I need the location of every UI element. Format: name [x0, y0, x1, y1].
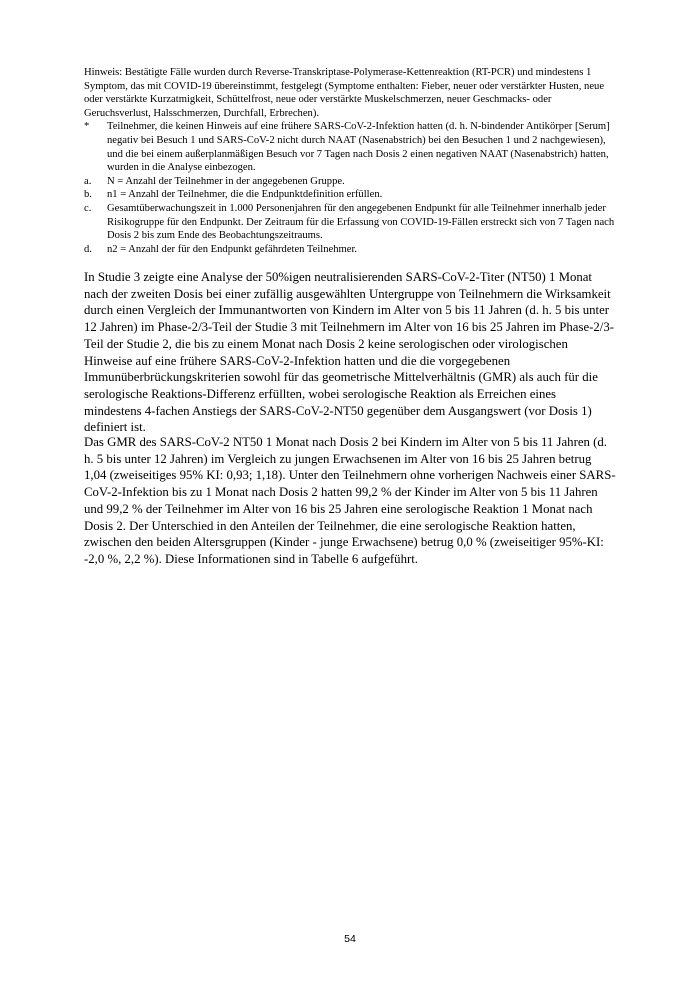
footnote-text: Teilnehmer, die keinen Hinweis auf eine frühere SARS-CoV-2-Infektion hatten (d. h. N-bindender Antikörper [Serum] negativ bei Besuch 1 und SARS-CoV-2 nicht durch NAAT (Nasenabstrich) bei den Besuchen 1 und 2 nachgewiesen), und die bei einem außerplanmäßigen Besuch vor 7 Tagen nach Dosis 2 einen negativen NAAT (Nasenabstrich) hatten, wurden in die Analyse einbezogen.: [107, 121, 610, 174]
paragraph-text: Das GMR des SARS-CoV-2 NT50 1 Monat nach Dosis 2 bei Kindern im Alter von 5 bis 11 Jahren (d. h. 5 bis unter 12 Jahren) im Vergleich zu jungen Erwachsenen im Alter von 16 bis 25 Jahren betrug 1,04 (zweiseitiges 95% KI: 0,93; 1,18). Unter den Teilnehmern ohne vorherigen Nachweis einer SARS-CoV-2-Infektion bis zu 1 Monat nach Dosis 2 hatten 99,2 % der Kinder im Alter von 5 bis 11 Jahren und 99,2 % der Teilnehmer im Alter von 16 bis 25 Jahren eine serologische Reaktion 1 Monat nach Dosis 2. Der Unterschied in den Anteilen der Teilnehmer, die eine serologische Reaktion hatten, zwischen den beiden Altersgruppen (Kinder - junge Erwachsene) betrug 0,0 % (zweiseitiger 95%-KI: -2,0 %, 2,2 %). Diese Informationen sind in Tabelle 6 aufgeführt.: [84, 435, 616, 566]
page-number: 54: [344, 933, 356, 945]
footnote-item: [84, 120, 620, 174]
body-paragraph-gmr: [84, 434, 616, 568]
footnote-mark: a.: [84, 175, 92, 187]
footnote-item: [84, 175, 620, 189]
footnote-hint: Hinweis: Bestätigte Fälle wurden durch Reverse-Transkriptase-Polymerase-Kettenreaktion (RT-PCR) und mindestens 1 Symptom, das mit COVID-19 übereinstimmt, festgelegt (Symptome enthalten: Fieber, neuer oder verstärkter Husten, neue oder verstärkte Kurzatmigkeit, Schüttelfrost, neue oder verstärkte Muskelschmerzen, neuer Geschmacks- oder Geruchsverlust, Halsschmerzen, Durchfall, Erbrechen).: [84, 67, 605, 119]
footnote-mark: d.: [84, 243, 92, 255]
footnote-item: [84, 243, 620, 257]
footnote-text: Gesamtüberwachungszeit in 1.000 Personenjahren für den angegebenen Endpunkt für alle Teilnehmer innerhalb jeder Risikogruppe für den Endpunkt. Der Zeitraum für die Erfassung von COVID-19-Fällen erstreckt sich von 7 Tagen nach Dosis 2 bis zum Ende des Beobachtungszeitraums.: [107, 202, 615, 242]
body-paragraph-study3: [84, 269, 616, 436]
footnote-mark: c.: [84, 202, 92, 214]
footnote-item: [84, 202, 620, 243]
footnote-text: n2 = Anzahl der für den Endpunkt gefährdeten Teilnehmer.: [107, 243, 358, 255]
footnote-mark: b.: [84, 189, 92, 201]
footnote-text: n1 = Anzahl der Teilnehmer, die die Endpunktdefinition erfüllen.: [107, 189, 383, 201]
footnote-item: [84, 188, 620, 202]
table-footnotes: [84, 66, 620, 256]
footnote-mark: *: [84, 121, 90, 133]
footnote-text: N = Anzahl der Teilnehmer in der angegebenen Gruppe.: [107, 175, 345, 187]
paragraph-text: In Studie 3 zeigte eine Analyse der 50%igen neutralisierenden SARS-CoV-2-Titer (NT50) 1 Monat nach der zweiten Dosis bei einer zufällig ausgewählten Untergruppe von Teilnehmern die Wirksamkeit durch einen Vergleich der Immunantworten von Kindern im Alter von 5 bis 11 Jahren (d. h. 5 bis unter 12 Jahren) im Phase-2/3-Teil der Studie 3 mit Teilnehmern im Alter von 16 bis 25 Jahren im Phase-2/3-Teil der Studie 2, die bis zu einem Monat nach Dosis 2 keine serologischen oder virologischen Hinweise auf eine frühere SARS-CoV-2-Infektion hatten und die die vorgegebenen Immunüberbrückungskriterien sowohl für das geometrische Mittelverhältnis (GMR) als auch für die serologische Reaktions-Differenz erfüllten, wobei serologische Reaktion als Erreichen eines mindestens 4-fachen Anstiegs der SARS-CoV-2-NT50 gegenüber dem Ausgangswert (vor Dosis 1) definiert ist.: [84, 270, 615, 435]
